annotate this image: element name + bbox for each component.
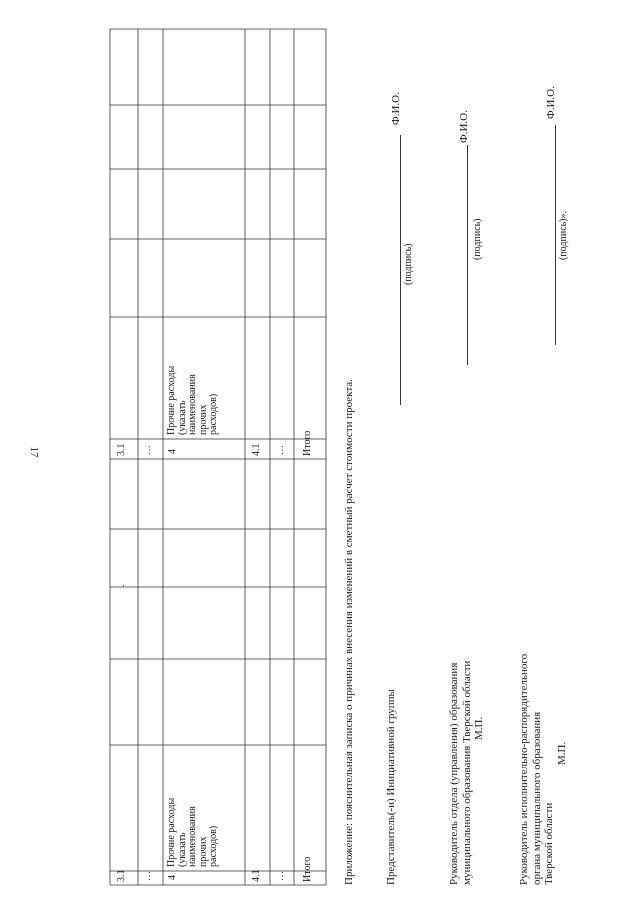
- page-number: 17: [28, 446, 40, 458]
- right-row-4-label: Прочие расходы (указать наименования прочих расходов): [166, 365, 219, 435]
- right-row-3-1-number: 3.1: [116, 443, 127, 456]
- left-row-3-1-number: 3.1: [116, 869, 127, 882]
- left-row-dots-2: …: [275, 871, 286, 881]
- signature-3-line: [555, 125, 556, 345]
- right-row-dots-1: …: [142, 445, 153, 455]
- signature-1-line: [400, 135, 401, 405]
- signature-1-line-1: Представитель(-и) Инициативной группы: [385, 689, 397, 885]
- signature-3-caption: (подпись)».: [558, 210, 569, 260]
- signature-2-fio: Ф.И.О.: [458, 110, 470, 143]
- rotated-page-content: [0, 15, 610, 895]
- right-row-dots-2: …: [275, 445, 286, 455]
- signature-2-stamp: М.П.: [473, 716, 485, 740]
- left-row-4-1-number: 4.1: [251, 869, 262, 882]
- signature-block-representative: [385, 689, 398, 885]
- right-row-total: Итого: [302, 430, 313, 456]
- signature-3-line-2: органа муниципального образования: [530, 711, 543, 885]
- signature-block-education-head: [448, 661, 486, 885]
- signature-2-line-1: Руководитель отдела (управления) образования: [448, 662, 460, 885]
- left-row-total: Итого: [302, 856, 313, 882]
- signature-1-fio: Ф.И.О.: [390, 92, 402, 125]
- left-stray-dot: .: [116, 584, 127, 587]
- signature-3-fio: Ф.И.О.: [545, 86, 557, 119]
- left-row-4-label: Прочие расходы (указать наименования прочих расходов): [166, 797, 219, 867]
- appendix-note: Приложение: пояснительная записка о причинах внесения изменений в сметный расчет стоимости проекта.: [343, 379, 355, 885]
- signature-block-executive-head: [518, 654, 568, 885]
- signature-3-stamp: М.П.: [555, 741, 568, 765]
- right-row-4-number: 4: [167, 449, 178, 454]
- left-row-4-number: 4: [167, 875, 178, 880]
- signature-2-line: [467, 145, 468, 365]
- signature-2-caption: (подпись): [472, 218, 483, 260]
- signature-2-line-2: муниципального образования Тверской области: [460, 660, 473, 885]
- signature-3-line-1: Руководитель исполнительно-распорядительного: [518, 653, 530, 885]
- right-row-4-1-number: 4.1: [251, 443, 262, 456]
- signature-1-caption: (подпись): [403, 243, 414, 285]
- left-row-dots-1: …: [142, 871, 153, 881]
- signature-3-line-3: Тверской области: [543, 802, 555, 885]
